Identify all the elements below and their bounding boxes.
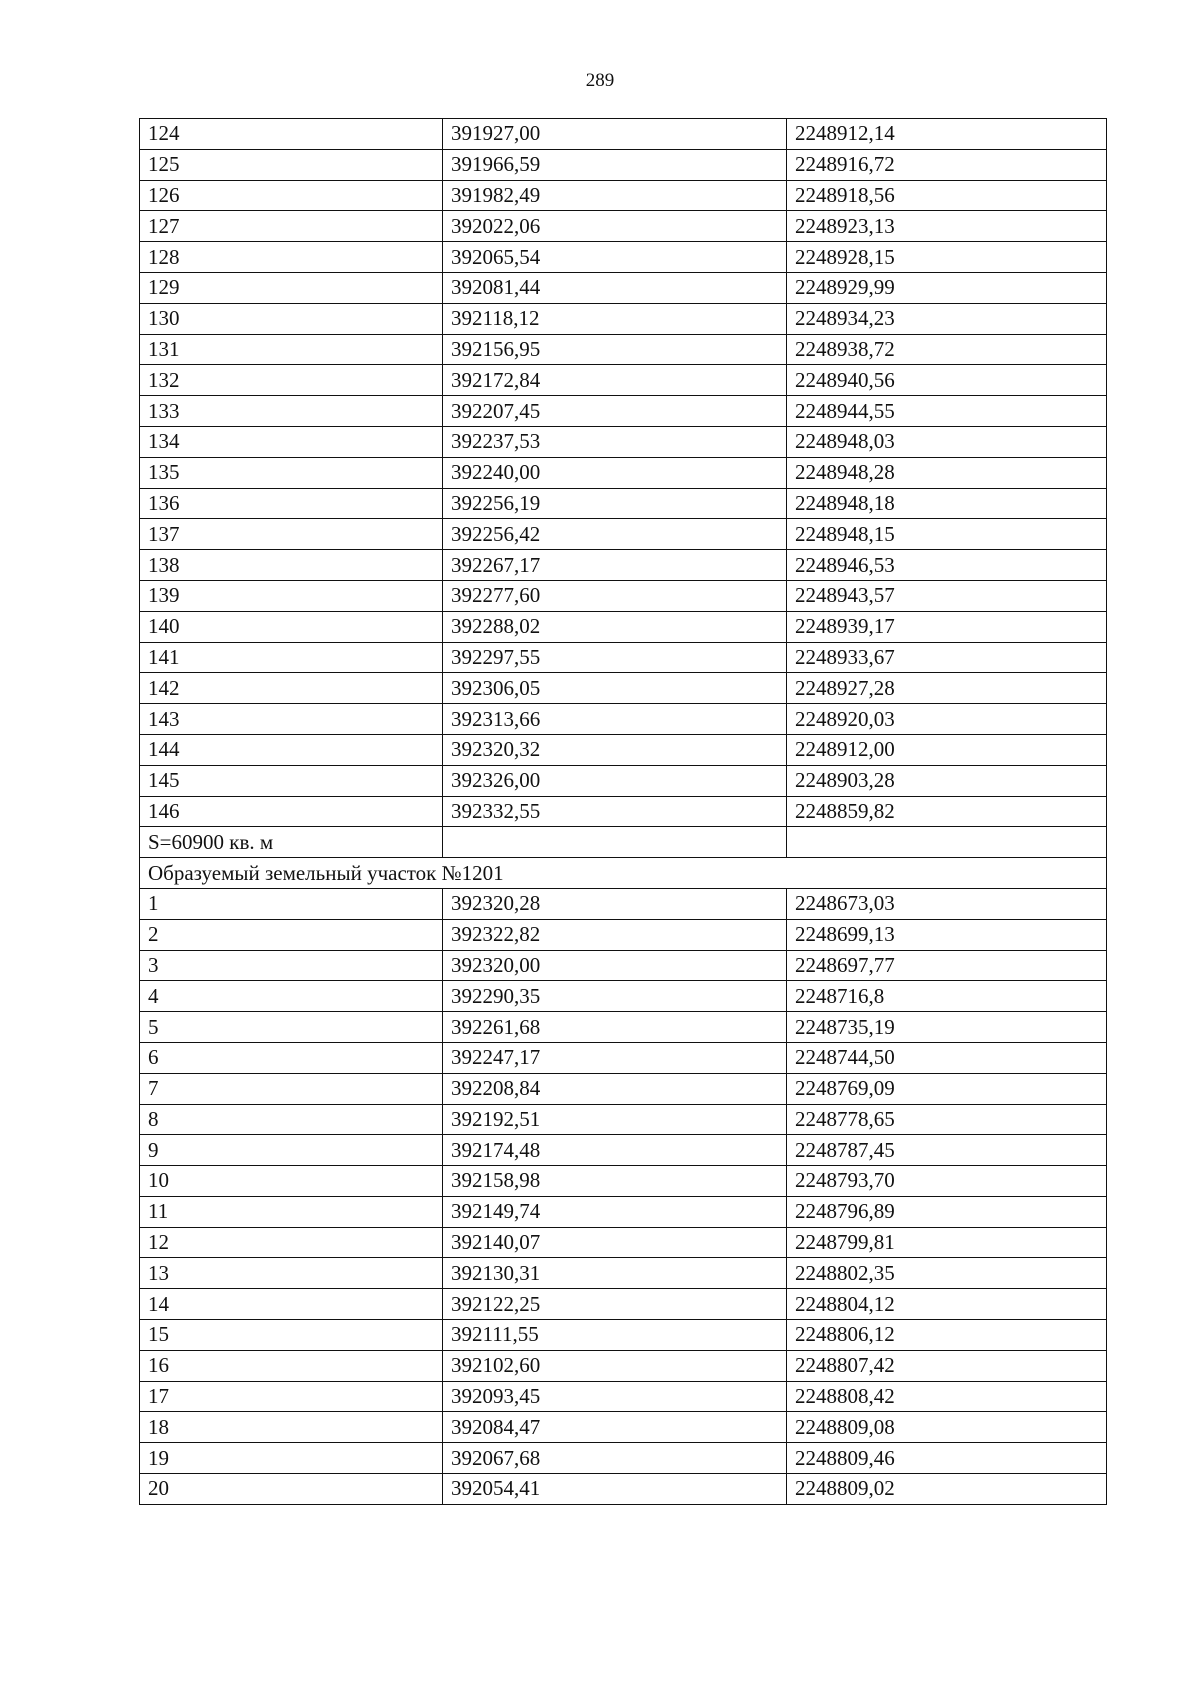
point-number-cell: 17: [140, 1381, 443, 1412]
y-coordinate-cell: 2248927,28: [787, 673, 1107, 704]
table-row: [140, 1320, 1107, 1351]
x-coordinate-cell: 392192,51: [443, 1104, 787, 1135]
x-coordinate-cell: 392084,47: [443, 1412, 787, 1443]
table-row: [140, 981, 1107, 1012]
point-number-cell: 141: [140, 642, 443, 673]
point-number-cell: 11: [140, 1196, 443, 1227]
x-coordinate-cell: 392322,82: [443, 919, 787, 950]
y-coordinate-cell: 2248744,50: [787, 1042, 1107, 1073]
y-coordinate-cell: 2248948,18: [787, 488, 1107, 519]
y-coordinate-cell: 2248928,15: [787, 242, 1107, 273]
y-coordinate-cell: 2248948,15: [787, 519, 1107, 550]
point-number-cell: 130: [140, 303, 443, 334]
y-coordinate-cell: 2248934,23: [787, 303, 1107, 334]
y-coordinate-cell: 2248943,57: [787, 580, 1107, 611]
table-row: [140, 950, 1107, 981]
table-row: [140, 765, 1107, 796]
table-row: [140, 1166, 1107, 1197]
point-number-cell: 134: [140, 426, 443, 457]
x-coordinate-cell: 392158,98: [443, 1166, 787, 1197]
x-coordinate-cell: 392320,00: [443, 950, 787, 981]
page-number: 289: [585, 70, 615, 91]
table-row: [140, 119, 1107, 150]
table-row: [140, 519, 1107, 550]
table-row: [140, 888, 1107, 919]
y-coordinate-cell: 2248933,67: [787, 642, 1107, 673]
coordinates-table: [139, 118, 1107, 1505]
point-number-cell: 144: [140, 734, 443, 765]
table-row: [140, 180, 1107, 211]
table-row: [140, 642, 1107, 673]
y-coordinate-cell: 2248920,03: [787, 704, 1107, 735]
y-coordinate-cell: 2248793,70: [787, 1166, 1107, 1197]
x-coordinate-cell: 392081,44: [443, 272, 787, 303]
table-row: [140, 550, 1107, 581]
x-coordinate-cell: 392247,17: [443, 1042, 787, 1073]
table-row: [140, 334, 1107, 365]
point-number-cell: 138: [140, 550, 443, 581]
y-coordinate-cell: 2248946,53: [787, 550, 1107, 581]
y-coordinate-cell: 2248939,17: [787, 611, 1107, 642]
x-coordinate-cell: 392140,07: [443, 1227, 787, 1258]
y-coordinate-cell: 2248697,77: [787, 950, 1107, 981]
x-coordinate-cell: 392290,35: [443, 981, 787, 1012]
y-coordinate-cell: 2248923,13: [787, 211, 1107, 242]
y-coordinate-cell: 2248802,35: [787, 1258, 1107, 1289]
table-row: [140, 1289, 1107, 1320]
x-coordinate-cell: 392054,41: [443, 1474, 787, 1505]
x-coordinate-cell: 392174,48: [443, 1135, 787, 1166]
table-row: [140, 1042, 1107, 1073]
table-row: [140, 919, 1107, 950]
table-row: [140, 426, 1107, 457]
point-number-cell: 5: [140, 1012, 443, 1043]
table-row: [140, 1474, 1107, 1505]
table-row: [140, 673, 1107, 704]
point-number-cell: 18: [140, 1412, 443, 1443]
y-coordinate-cell: 2248796,89: [787, 1196, 1107, 1227]
table-row: [140, 211, 1107, 242]
table-row: [140, 796, 1107, 827]
x-coordinate-cell: 392320,28: [443, 888, 787, 919]
x-coordinate-cell: 392237,53: [443, 426, 787, 457]
x-coordinate-cell: 392261,68: [443, 1012, 787, 1043]
y-coordinate-cell: 2248944,55: [787, 396, 1107, 427]
x-coordinate-cell: 392288,02: [443, 611, 787, 642]
point-number-cell: 131: [140, 334, 443, 365]
x-coordinate-cell: 392332,55: [443, 796, 787, 827]
point-number-cell: 143: [140, 704, 443, 735]
y-coordinate-cell: 2248948,03: [787, 426, 1107, 457]
point-number-cell: 125: [140, 149, 443, 180]
y-coordinate-cell: 2248948,28: [787, 457, 1107, 488]
x-coordinate-cell: 392111,55: [443, 1320, 787, 1351]
table-row: [140, 365, 1107, 396]
table-row: [140, 704, 1107, 735]
x-coordinate-cell: 392067,68: [443, 1443, 787, 1474]
point-number-cell: 126: [140, 180, 443, 211]
y-coordinate-cell: 2248809,08: [787, 1412, 1107, 1443]
table-row: [140, 1258, 1107, 1289]
y-coordinate-cell: 2248912,14: [787, 119, 1107, 150]
point-number-cell: 132: [140, 365, 443, 396]
y-coordinate-cell: 2248929,99: [787, 272, 1107, 303]
table-row: [140, 1227, 1107, 1258]
point-number-cell: 135: [140, 457, 443, 488]
point-number-cell: 8: [140, 1104, 443, 1135]
y-coordinate-cell: 2248799,81: [787, 1227, 1107, 1258]
y-coordinate-cell: 2248859,82: [787, 796, 1107, 827]
table-row: [140, 1350, 1107, 1381]
x-coordinate-cell: 391927,00: [443, 119, 787, 150]
y-coordinate-cell: 2248806,12: [787, 1320, 1107, 1351]
table-row: [140, 611, 1107, 642]
y-coordinate-cell: 2248940,56: [787, 365, 1107, 396]
table-row: [140, 149, 1107, 180]
point-number-cell: 6: [140, 1042, 443, 1073]
y-coordinate-cell: 2248778,65: [787, 1104, 1107, 1135]
y-coordinate-cell: 2248809,46: [787, 1443, 1107, 1474]
x-coordinate-cell: 392326,00: [443, 765, 787, 796]
table-row: [140, 272, 1107, 303]
point-number-cell: 15: [140, 1320, 443, 1351]
table-row: [140, 303, 1107, 334]
point-number-cell: 9: [140, 1135, 443, 1166]
point-number-cell: 2: [140, 919, 443, 950]
point-number-cell: 139: [140, 580, 443, 611]
y-coordinate-cell: 2248735,19: [787, 1012, 1107, 1043]
table-row: [140, 1073, 1107, 1104]
point-number-cell: 124: [140, 119, 443, 150]
y-coordinate-cell: 2248808,42: [787, 1381, 1107, 1412]
x-coordinate-cell: 392207,45: [443, 396, 787, 427]
x-coordinate-cell: 391966,59: [443, 149, 787, 180]
table-row: [140, 1196, 1107, 1227]
area-row: [140, 827, 1107, 858]
y-coordinate-cell: 2248699,13: [787, 919, 1107, 950]
y-coordinate-cell: 2248916,72: [787, 149, 1107, 180]
x-coordinate-cell: 392256,19: [443, 488, 787, 519]
point-number-cell: 1: [140, 888, 443, 919]
table-row: [140, 734, 1107, 765]
table-row: [140, 1412, 1107, 1443]
point-number-cell: 12: [140, 1227, 443, 1258]
table-row: [140, 396, 1107, 427]
x-coordinate-cell: 392118,12: [443, 303, 787, 334]
x-coordinate-cell: 392277,60: [443, 580, 787, 611]
table-row: [140, 242, 1107, 273]
point-number-cell: 136: [140, 488, 443, 519]
block1-rows: [140, 119, 1107, 827]
x-coordinate-cell: 392022,06: [443, 211, 787, 242]
table-row: [140, 1443, 1107, 1474]
area-summary: [140, 827, 1107, 858]
x-coordinate-cell: 392208,84: [443, 1073, 787, 1104]
table-row: [140, 580, 1107, 611]
point-number-cell: 133: [140, 396, 443, 427]
point-number-cell: 20: [140, 1474, 443, 1505]
point-number-cell: 10: [140, 1166, 443, 1197]
area-cell: S=60900 кв. м: [140, 827, 443, 858]
x-coordinate-cell: 392130,31: [443, 1258, 787, 1289]
x-coordinate-cell: 392306,05: [443, 673, 787, 704]
block2-rows: [140, 888, 1107, 1504]
x-coordinate-cell: 392156,95: [443, 334, 787, 365]
y-coordinate-cell: 2248787,45: [787, 1135, 1107, 1166]
y-coordinate-cell: 2248918,56: [787, 180, 1107, 211]
point-number-cell: 137: [140, 519, 443, 550]
point-number-cell: 146: [140, 796, 443, 827]
point-number-cell: 19: [140, 1443, 443, 1474]
y-coordinate-cell: 2248807,42: [787, 1350, 1107, 1381]
y-coordinate-cell: 2248769,09: [787, 1073, 1107, 1104]
x-coordinate-cell: 392093,45: [443, 1381, 787, 1412]
table-row: [140, 1135, 1107, 1166]
y-coordinate-cell: 2248912,00: [787, 734, 1107, 765]
point-number-cell: 128: [140, 242, 443, 273]
y-coordinate-cell: 2248804,12: [787, 1289, 1107, 1320]
x-coordinate-cell: 392172,84: [443, 365, 787, 396]
table-row: [140, 1381, 1107, 1412]
section-title: Образуемый земельный участок №1201: [140, 858, 1107, 889]
x-coordinate-cell: 392313,66: [443, 704, 787, 735]
point-number-cell: 16: [140, 1350, 443, 1381]
y-coordinate-cell: 2248716,8: [787, 981, 1107, 1012]
table-row: [140, 1012, 1107, 1043]
y-coordinate-cell: 2248903,28: [787, 765, 1107, 796]
table-row: [140, 1104, 1107, 1135]
point-number-cell: 14: [140, 1289, 443, 1320]
x-coordinate-cell: 392297,55: [443, 642, 787, 673]
x-coordinate-cell: 392122,25: [443, 1289, 787, 1320]
x-coordinate-cell: 392267,17: [443, 550, 787, 581]
section-title-row: [140, 858, 1107, 889]
section-header: [140, 858, 1107, 889]
x-coordinate-cell: 392240,00: [443, 457, 787, 488]
empty-cell: [443, 827, 787, 858]
x-coordinate-cell: 392102,60: [443, 1350, 787, 1381]
point-number-cell: 142: [140, 673, 443, 704]
x-coordinate-cell: 392320,32: [443, 734, 787, 765]
x-coordinate-cell: 391982,49: [443, 180, 787, 211]
y-coordinate-cell: 2248809,02: [787, 1474, 1107, 1505]
point-number-cell: 3: [140, 950, 443, 981]
table-row: [140, 488, 1107, 519]
point-number-cell: 140: [140, 611, 443, 642]
point-number-cell: 4: [140, 981, 443, 1012]
y-coordinate-cell: 2248938,72: [787, 334, 1107, 365]
point-number-cell: 7: [140, 1073, 443, 1104]
point-number-cell: 127: [140, 211, 443, 242]
empty-cell: [787, 827, 1107, 858]
point-number-cell: 129: [140, 272, 443, 303]
point-number-cell: 13: [140, 1258, 443, 1289]
point-number-cell: 145: [140, 765, 443, 796]
x-coordinate-cell: 392149,74: [443, 1196, 787, 1227]
table-row: [140, 457, 1107, 488]
x-coordinate-cell: 392065,54: [443, 242, 787, 273]
y-coordinate-cell: 2248673,03: [787, 888, 1107, 919]
x-coordinate-cell: 392256,42: [443, 519, 787, 550]
